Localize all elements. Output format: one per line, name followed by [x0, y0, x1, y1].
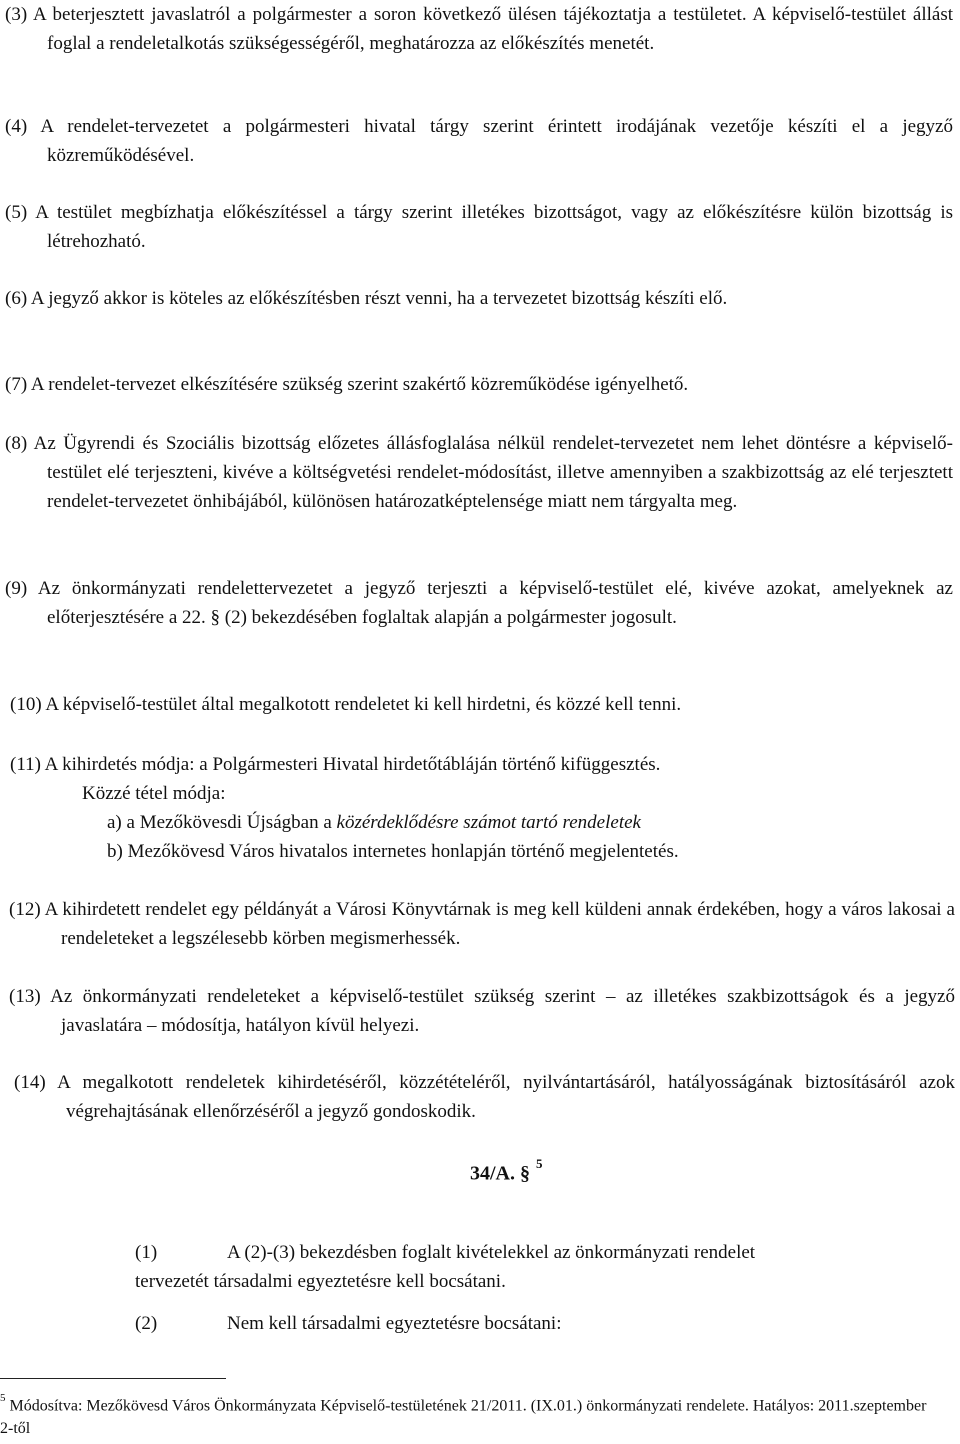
section-item-1 — [135, 1238, 955, 1267]
section-item-1-number: (1) — [135, 1242, 158, 1263]
publication-item-a-prefix: a) a Mezőkövesdi Újságban a — [107, 812, 337, 833]
section-item-2-text: Nem kell társadalmi egyeztetésre bocsátani: — [227, 1313, 562, 1334]
paragraph-6 — [5, 284, 953, 313]
paragraph-13 — [5, 982, 955, 1040]
paragraph-9-text: (9) Az önkormányzati rendelettervezetet a jegyző terjeszti a képviselő-testület elé, kivéve azokat, amelyeknek az előterjesztésére a 22. § (2) bekezdésében foglaltak alapján a polgármester jogosult. — [5, 578, 953, 628]
section-item-1-continued: tervezetét társadalmi egyeztetésre kell bocsátani. — [135, 1271, 506, 1292]
paragraph-10-text: (10) A képviselő-testület által megalkotott rendeletet ki kell hirdetni, és közzé kell tenni. — [10, 694, 682, 715]
publication-label: Közzé tétel módja: — [82, 783, 226, 804]
footnote-number: 5 — [0, 1392, 6, 1404]
section-item-1-text-first: A (2)-(3) bekezdésben foglalt kivételekkel az önkormányzati rendelet — [227, 1242, 756, 1263]
section-item-2-number: (2) — [135, 1313, 158, 1334]
paragraph-14 — [10, 1068, 955, 1126]
paragraph-4 — [5, 112, 953, 170]
section-title — [470, 1153, 543, 1189]
publication-item-a — [107, 808, 641, 837]
paragraph-5 — [5, 198, 953, 256]
publication-item-b: b) Mezőkövesd Város hivatalos internetes honlapján történő megjelentetés. — [107, 841, 679, 862]
footnote-separator — [0, 1378, 226, 1379]
paragraph-7 — [5, 370, 953, 399]
paragraph-11 — [10, 750, 955, 779]
paragraph-8 — [5, 429, 953, 516]
section-item-2 — [135, 1309, 955, 1338]
paragraph-5-text: (5) A testület megbízhatja előkészítéssel a tárgy szerint illetékes bizottságot, vagy az előkészítésre külön bizottság is létrehozható. — [5, 202, 953, 252]
paragraph-14-text: (14) A megalkotott rendeletek kihirdetéséről, közzétételéről, nyilvántartásáról, hatályosságának biztosításáról azok végrehajtásának ellenőrzéséről a jegyző gondoskodik. — [14, 1072, 955, 1122]
section-footnote-ref: 5 — [536, 1156, 543, 1171]
section-title-text: 34/A. § — [470, 1162, 530, 1185]
paragraph-12-text: (12) A kihirdetett rendelet egy példányát a Városi Könyvtárnak is meg kell küldeni annak érdekében, hogy a város lakosai a rendeleteket a legszélesebb körben megismerhessék. — [9, 899, 955, 949]
paragraph-11-text: (11) A kihirdetés módja: a Polgármesteri Hivatal hirdetőtábláján történő kifüggesztés. — [10, 754, 661, 775]
footnote — [0, 1390, 930, 1440]
paragraph-4-text: (4) A rendelet-tervezetet a polgármesteri hivatal tárgy szerint érintett irodájának vezetője készíti el a jegyző közreműködésével. — [5, 116, 953, 166]
paragraph-9 — [5, 574, 953, 632]
footnote-text: Módosítva: Mezőkövesd Város Önkormányzata Képviselő-testületének 21/2011. (IX.01.) önkormányzati rendelete. Hatályos: 2011.szeptember 2-től — [0, 1397, 927, 1438]
paragraph-10 — [10, 690, 955, 719]
paragraph-7-text: (7) A rendelet-tervezet elkészítésére szükség szerint szakértő közreműködése igényelhető. — [5, 374, 689, 395]
paragraph-12 — [5, 895, 955, 953]
paragraph-3 — [5, 0, 953, 58]
paragraph-6-text: (6) A jegyző akkor is köteles az előkészítésben részt venni, ha a tervezetet bizottság készíti elő. — [5, 288, 728, 309]
paragraph-8-text: (8) Az Ügyrendi és Szociális bizottság előzetes állásfoglalása nélkül rendelet-tervezetet nem lehet döntésre a képviselő-testület elé terjeszteni, kivéve a költségvetési rendelet-módosítást, illetve amennyiben a szakbizottság az elé terjesztett rendelet-tervezetet önhibájából, különösen határozatképtelensége miatt nem tárgyalta meg. — [5, 433, 953, 512]
paragraph-3-text: (3) A beterjesztett javaslatról a polgármester a soron következő ülésen tájékoztatja a testületet. A képviselő-testület állást foglal a rendeletalkotás szükségességéről, meghatározza az előkészítés menetét. — [5, 4, 953, 54]
paragraph-13-text: (13) Az önkormányzati rendeleteket a képviselő-testület szükség szerint – az illetékes szakbizottságok és a jegyző javaslatára – módosítja, hatályon kívül helyezi. — [9, 986, 955, 1036]
publication-item-a-italic: közérdeklődésre számot tartó rendeletek — [336, 812, 641, 833]
